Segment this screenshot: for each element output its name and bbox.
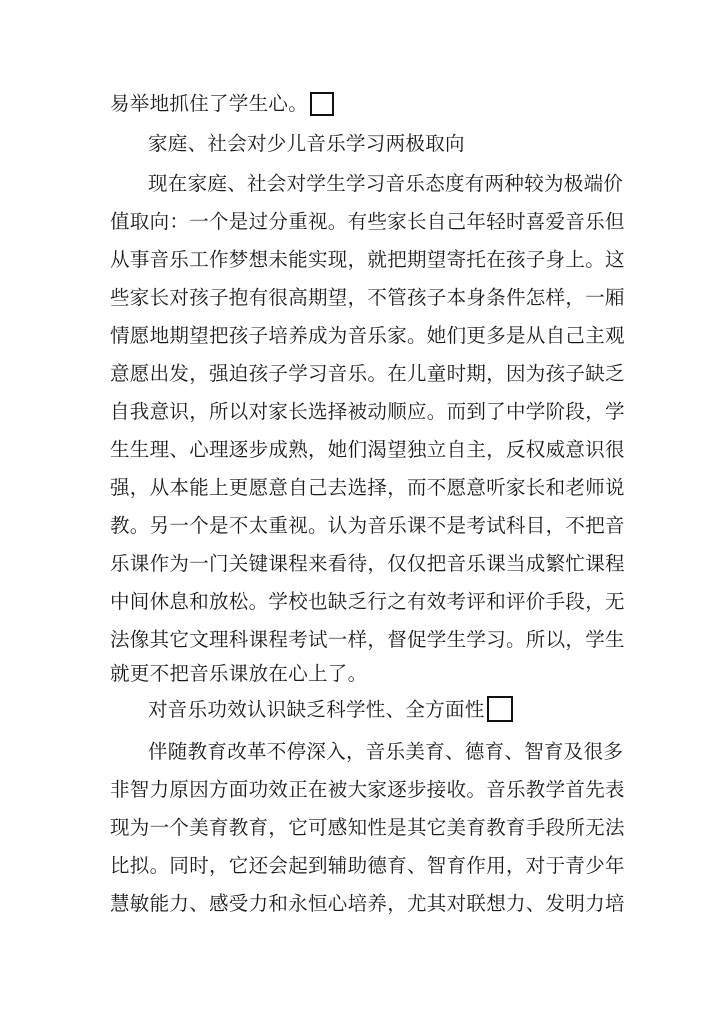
paragraph-line: 现在家庭、社会对学生学习音乐态度有两种较为极端价 <box>148 172 624 195</box>
section-heading: 对音乐功效认识缺乏科学性、全方面性 <box>148 691 513 729</box>
paragraph-line: 非智力原因方面功效正在被大家逐步接收。音乐教学首先表 <box>110 778 625 801</box>
text-line-content: 易举地抓住了学生心。 <box>110 92 309 115</box>
paragraph-line: 情愿地期望把孩子培养成为音乐家。她们更多是从自己主观 <box>110 324 625 347</box>
paragraph-line: 慧敏能力、感受力和永恒心培养，尤其对联想力、发明力培 <box>110 892 625 915</box>
paragraph-line: 些家长对孩子抱有很高期望，不管孩子本身条件怎样，一厢 <box>110 286 625 309</box>
paragraph-line: 法像其它文理科课程考试一样，督促学生学习。所以，学生 <box>110 628 625 651</box>
checkbox-square-icon <box>310 92 334 116</box>
text-line <box>110 85 334 123</box>
paragraph-line: 生生理、心理逐步成熟，她们渴望独立自主，反权威意识很 <box>110 438 625 461</box>
paragraph-line: 意愿出发，强迫孩子学习音乐。在儿童时期，因为孩子缺乏 <box>110 362 625 385</box>
paragraph-line: 教。另一个是不太重视。认为音乐课不是考试科目，不把音 <box>110 514 625 537</box>
paragraph-line: 从事音乐工作梦想未能实现，就把期望寄托在孩子身上。这 <box>110 248 625 271</box>
paragraph-line: 自我意识，所以对家长选择被动顺应。而到了中学阶段，学 <box>110 400 625 423</box>
checkbox-square-icon <box>487 696 513 722</box>
paragraph-line: 中间休息和放松。学校也缺乏行之有效考评和评价手段，无 <box>110 590 625 613</box>
paragraph-line: 乐课作为一门关键课程来看待，仅仅把音乐课当成繁忙课程 <box>110 552 625 575</box>
paragraph-line: 伴随教育改革不停深入，音乐美育、德育、智育及很多 <box>148 740 624 763</box>
section-heading: 家庭、社会对少儿音乐学习两极取向 <box>148 132 465 155</box>
paragraph-line: 值取向：一个是过分重视。有些家长自己年轻时喜爱音乐但 <box>110 210 625 233</box>
paragraph-line: 比拟。同时，它还会起到辅助德育、智育作用，对于青少年 <box>110 854 625 877</box>
paragraph-line: 就更不把音乐课放在心上了。 <box>110 662 368 685</box>
paragraph-line: 强，从本能上更愿意自己去选择，而不愿意听家长和老师说 <box>110 476 625 499</box>
paragraph-line: 现为一个美育教育，它可感知性是其它美育教育手段所无法 <box>110 816 625 839</box>
